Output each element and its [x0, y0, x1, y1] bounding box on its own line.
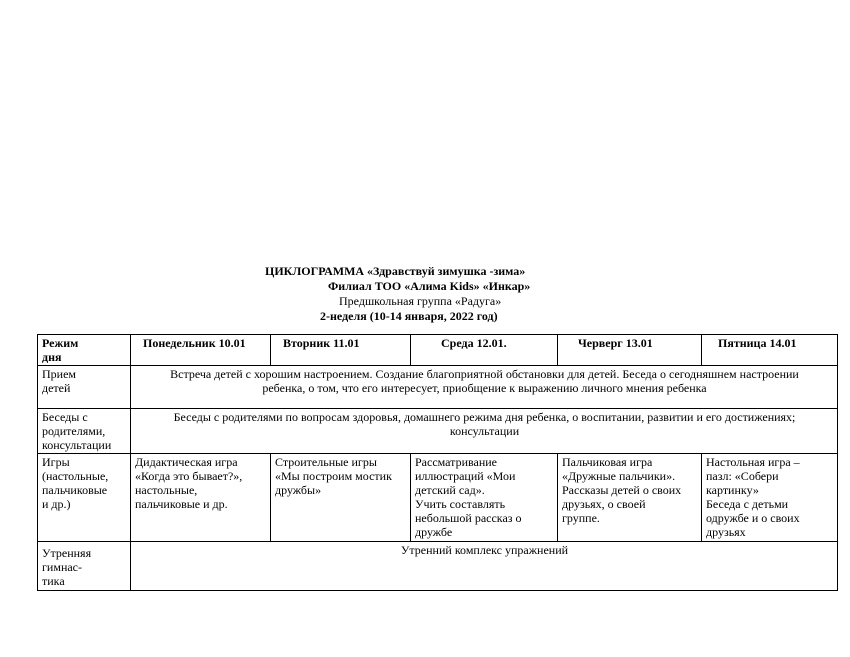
week-label: 2-неделя (10-14 января, 2022 год): [320, 309, 498, 323]
cell-text-line: друзьях, о своей: [562, 497, 646, 511]
besedy-text-line: Беседы с родителями по вопросам здоровья, домашнего режима дня ребенка, о воспитании, развитии и его достижениях;: [173, 410, 796, 424]
cell-text-line: небольшой рассказ о: [415, 511, 522, 525]
cell-text-line: друзьях: [706, 525, 746, 539]
cell-text-line: «Когда это бывает?»,: [135, 469, 243, 483]
cell-text-line: Строительные игры: [275, 455, 377, 469]
regime-header-cell: [38, 335, 131, 366]
cell-text-line: дружбе: [415, 525, 453, 539]
day-header-thursday: Черверг 13.01: [558, 335, 702, 366]
cell-text-line: картинку»: [706, 483, 759, 497]
branch-name: Филиал ТОО «Алима Kids» «Инкар»: [328, 279, 531, 293]
cell-text-line: Настольная игра –: [706, 455, 800, 469]
igry-wednesday-cell: [411, 454, 558, 542]
cell-text-line: группе.: [562, 511, 600, 525]
besedy-text-line: консультации: [449, 424, 520, 438]
cell-text-line: дружбы»: [275, 483, 322, 497]
row-label-line: гимнас-: [42, 560, 83, 574]
gymnastika-content-cell: Утренний комплекс упражнений: [131, 542, 838, 591]
row-label-line: Беседы с: [42, 410, 88, 424]
table-row-priem: [38, 366, 838, 409]
row-label-line: (настольные,: [42, 469, 109, 483]
table-header-row: [38, 335, 838, 366]
igry-monday-cell: [131, 454, 271, 542]
igry-tuesday-cell: [271, 454, 411, 542]
row-label-line: детей: [42, 381, 71, 395]
row-label-line: Игры: [42, 455, 70, 469]
table-row-gymnastika: [38, 542, 838, 591]
doc-title: ЦИКЛОГРАММА «Здравствуй зимушка -зима»: [265, 264, 526, 278]
day-label: дня: [42, 350, 62, 364]
group-name: Предшкольная группа «Радуга»: [339, 294, 502, 308]
cell-text-line: пазл: «Собери: [706, 469, 779, 483]
cell-text-line: «Дружные пальчики».: [562, 469, 676, 483]
cell-text-line: Беседа с детьми: [706, 497, 789, 511]
row-label-line: пальчиковые: [42, 483, 108, 497]
day-header-friday: Пятница 14.01: [702, 335, 838, 366]
cell-text-line: «Мы построим мостик: [275, 469, 392, 483]
day-header-monday: Понедельник 10.01: [131, 335, 271, 366]
priem-text-line: ребенка, о том, что его интересует, приобщение к выражению личного мнения ребенка: [262, 381, 707, 395]
day-header-tuesday: Вторник 11.01: [271, 335, 411, 366]
day-header-wednesday: Среда 12.01.: [411, 335, 558, 366]
igry-thursday-cell: [558, 454, 702, 542]
igry-friday-cell: [702, 454, 838, 542]
cell-text-line: Рассматривание: [415, 455, 497, 469]
regime-label: Режим: [42, 336, 79, 350]
cell-text-line: Дидактическая игра: [135, 455, 238, 469]
cell-text-line: детский сад».: [415, 483, 485, 497]
cell-text-line: Учить составлять: [415, 497, 506, 511]
row-label-line: Утренняя: [42, 546, 92, 560]
igry-label-cell: [38, 454, 131, 542]
row-label-line: консультации: [42, 438, 112, 452]
row-label-line: родителями,: [42, 424, 106, 438]
schedule-table: [37, 334, 838, 591]
row-label-line: тика: [42, 574, 65, 588]
cell-text-line: пальчиковые и др.: [135, 497, 228, 511]
cell-text-line: настольные,: [135, 483, 198, 497]
priem-content-cell: [131, 366, 838, 409]
cell-text-line: Пальчиковая игра: [562, 455, 653, 469]
besedy-label-cell: [38, 409, 131, 454]
besedy-content-cell: [131, 409, 838, 454]
cell-text-line: одружбе и о своих: [706, 511, 800, 525]
cell-text-line: Рассказы детей о своих: [562, 483, 682, 497]
row-label-line: и др.): [42, 497, 71, 511]
table-row-besedy: [38, 409, 838, 454]
priem-label-cell: [38, 366, 131, 409]
cell-text-line: иллюстраций «Мои: [415, 469, 516, 483]
gymnastika-label-cell: [38, 542, 131, 591]
priem-text-line: Встреча детей с хорошим настроением. Создание благоприятной обстановки для детей. Беседа о сегодняшнем настроении: [170, 367, 799, 381]
table-row-igry: [38, 454, 838, 542]
row-label-line: Прием: [42, 367, 77, 381]
